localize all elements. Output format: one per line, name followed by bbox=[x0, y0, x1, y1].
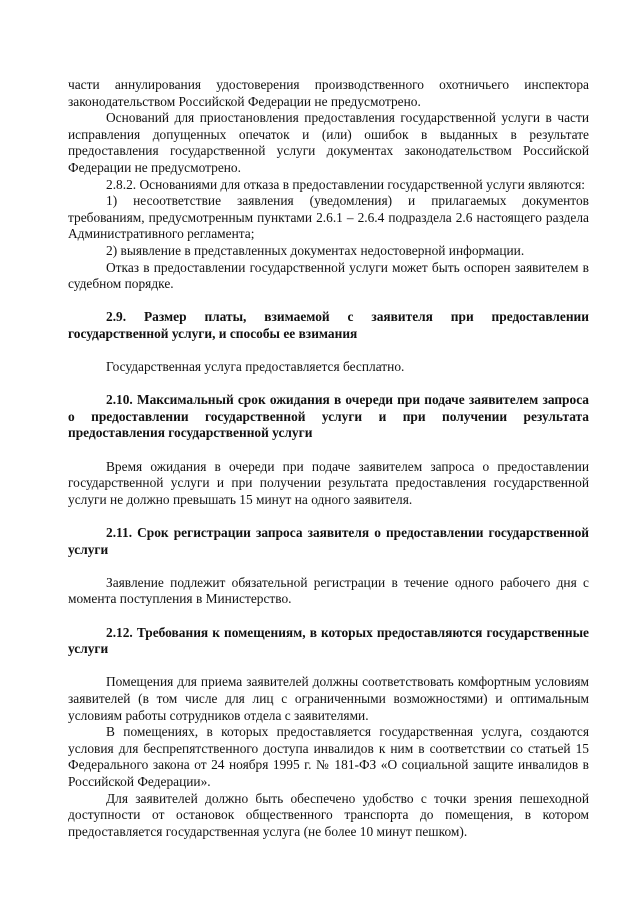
heading-2-11: 2.11. Срок регистрации запроса заявителя о предоставлении государственной услуги bbox=[68, 525, 589, 557]
paragraph-2-9-body: Государственная услуга предоставляется бесплатно. bbox=[106, 359, 405, 375]
paragraph-2-12-body-1: Помещения для приема заявителей должны соответствовать комфортным условиям заявителей (в том числе для лиц с ограниченными возможностями) и оптимальным условиям работы сотрудников отдела с заявителями. bbox=[68, 674, 589, 723]
paragraph-refusal-ground-1: 1) несоответствие заявления (уведомления) и прилагаемых документов требованиям, предусмотренным пунктами 2.6.1 – 2.6.4 подраздела 2.6 настоящего раздела Административного регламента; bbox=[68, 193, 589, 242]
document-body bbox=[68, 77, 589, 840]
paragraph-2-10-body: Время ожидания в очереди при подаче заявителем запроса о предоставлении государственной услуги и при получении результата предоставления государственной услуги не должно превышать 15 минут на одного заявителя. bbox=[68, 458, 589, 507]
heading-2-9: 2.9. Размер платы, взимаемой с заявителя при предоставлении государственной услуги, и способы ее взимания bbox=[68, 309, 589, 341]
heading-2-10: 2.10. Максимальный срок ожидания в очереди при подаче заявителем запроса о предоставлении государственной услуги и при получении результата предоставления государственной услуги bbox=[68, 392, 589, 441]
paragraph-2-12-body-2: В помещениях, в которых предоставляется государственная услуга, создаются условия для беспрепятственного доступа инвалидов к ним в соответствии со статьей 15 Федерального закона от 24 ноября 1995 г. № 181-ФЗ «О социальной защите инвалидов в Российской Федерации». bbox=[68, 724, 589, 789]
heading-2-12: 2.12. Требования к помещениям, в которых предоставляются государственные услуги bbox=[68, 624, 589, 657]
paragraph-appeal: Отказ в предоставлении государственной услуги может быть оспорен заявителем в судебном порядке. bbox=[68, 259, 589, 292]
paragraph-2-8-2: 2.8.2. Основаниями для отказа в предоставлении государственной услуги являются: bbox=[106, 176, 585, 192]
paragraph-2-11-body: Заявление подлежит обязательной регистрации в течение одного рабочего дня с момента поступления в Министерство. bbox=[68, 574, 589, 607]
paragraph-refusal-ground-2: 2) выявление в представленных документах недостоверной информации. bbox=[106, 242, 525, 258]
paragraph-2-12-body-3: Для заявителей должно быть обеспечено удобство с точки зрения пешеходной доступности от остановок общественного транспорта до помещения, в котором предоставляется государственная услуга (не более 10 минут пешком). bbox=[68, 790, 589, 839]
paragraph-no-suspension: Оснований для приостановления предоставления государственной услуги в части исправления допущенных опечаток и (или) ошибок в выданных в результате предоставления государственной услуги документах законодательством Российской Федерации не предусмотрено. bbox=[68, 110, 589, 175]
paragraph-annulment: части аннулирования удостоверения производственного охотничьего инспектора законодательством Российской Федерации не предусмотрено. bbox=[68, 77, 589, 109]
